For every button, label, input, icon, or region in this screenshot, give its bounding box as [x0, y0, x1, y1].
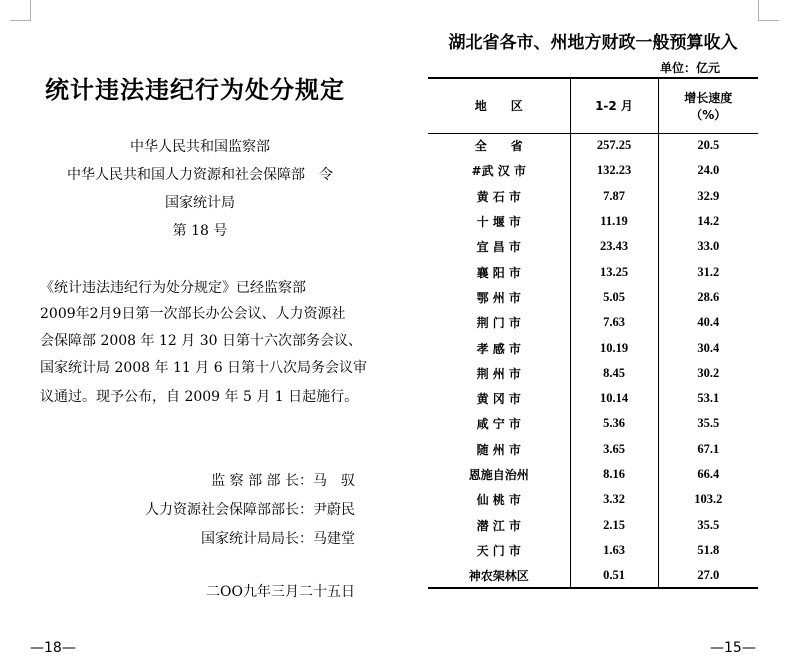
table-row	[428, 411, 758, 436]
issuer-ministry-hrss: 中华人民共和国人力资源和社会保障部 令	[67, 167, 333, 183]
header-period: 1-2 月	[570, 78, 658, 133]
region-cell: 十 堰 市	[476, 215, 521, 230]
table-row	[428, 234, 758, 259]
revenue-table	[428, 77, 758, 589]
corner-mark-top-left-h	[10, 20, 31, 21]
value-cell: 10.14	[570, 386, 658, 411]
body-text-line: 议通过。现予公布，自 2009 年 5 月 1 日起施行。	[40, 389, 359, 405]
region-cell: 孝 感 市	[476, 341, 521, 356]
region-cell: 恩施自治州	[468, 468, 529, 482]
growth-cell: 31.2	[658, 259, 758, 284]
value-cell: 13.25	[570, 259, 658, 284]
signature-hrss-minister: 人力资源社会保障部部长：尹蔚民	[145, 502, 355, 518]
value-cell: 1.63	[570, 538, 658, 563]
region-cell: 天 门 市	[476, 543, 521, 558]
table-row	[428, 133, 758, 158]
table-row	[428, 310, 758, 335]
value-cell: 7.87	[570, 184, 658, 209]
page-number-left: —18—	[30, 640, 76, 656]
body-text-line: 2009年2月9日第一次部长办公会议、人力资源社	[40, 306, 346, 322]
table-row	[428, 259, 758, 284]
signature-stats-director: 国家统计局局长：马建堂	[201, 531, 355, 547]
value-cell: 10.19	[570, 335, 658, 360]
value-cell: 3.32	[570, 487, 658, 512]
growth-cell: 35.5	[658, 512, 758, 537]
growth-cell: 67.1	[658, 437, 758, 462]
issuer-ministry-supervision: 中华人民共和国监察部	[130, 139, 270, 155]
issue-date: 二OO九年三月二十五日	[206, 584, 355, 600]
region-cell: 黄 石 市	[476, 189, 521, 204]
region-cell: 随 州 市	[476, 442, 521, 457]
table-row	[428, 538, 758, 563]
page-title: 统计违法违纪行为处分规定	[45, 76, 345, 104]
growth-cell: 40.4	[658, 310, 758, 335]
growth-cell: 28.6	[658, 285, 758, 310]
table-row	[428, 361, 758, 386]
table-row	[428, 184, 758, 209]
region-cell: 荆 州 市	[476, 366, 521, 381]
region-cell: 宜 昌 市	[476, 240, 521, 255]
body-text-line: 国家统计局 2008 年 11 月 6 日第十八次局务会议审	[40, 360, 368, 376]
value-cell: 8.45	[570, 361, 658, 386]
growth-cell: 51.8	[658, 538, 758, 563]
value-cell: 5.36	[570, 411, 658, 436]
region-cell: 襄 阳 市	[476, 265, 521, 280]
region-cell: 仙 桃 市	[476, 493, 521, 508]
table-row	[428, 335, 758, 360]
table-row	[428, 512, 758, 537]
growth-cell: 14.2	[658, 209, 758, 234]
region-cell: 荆 门 市	[476, 316, 521, 331]
region-cell: 潜 江 市	[476, 518, 521, 533]
region-cell: 鄂 州 市	[476, 290, 521, 305]
growth-cell: 30.4	[658, 335, 758, 360]
table-row	[428, 386, 758, 411]
table-row	[428, 487, 758, 512]
table-row	[428, 209, 758, 234]
value-cell: 8.16	[570, 462, 658, 487]
table-title: 湖北省各市、州地方财政一般预算收入	[448, 33, 738, 53]
region-cell: 神农架林区	[468, 568, 529, 583]
header-region: 地 区	[474, 99, 523, 114]
region-cell: 全 省	[474, 139, 523, 154]
value-cell: 0.51	[570, 563, 658, 588]
signature-supervision-minister: 监 察 部 部 长：马 驭	[211, 473, 355, 489]
value-cell: 132.23	[570, 158, 658, 183]
table-row	[428, 563, 758, 588]
table-header-row	[428, 78, 758, 133]
value-cell: 3.65	[570, 437, 658, 462]
value-cell: 2.15	[570, 512, 658, 537]
table-row	[428, 437, 758, 462]
growth-cell: 66.4	[658, 462, 758, 487]
body-text-line: 会保障部 2008 年 12 月 30 日第十六次部务会议、	[40, 333, 362, 349]
growth-cell: 35.5	[658, 411, 758, 436]
header-growth: 增长速度 （%）	[658, 78, 758, 133]
value-cell: 11.19	[570, 209, 658, 234]
growth-cell: 53.1	[658, 386, 758, 411]
corner-mark-top-right-h	[758, 20, 779, 21]
unit-label: 单位：亿元	[660, 61, 721, 75]
page-number-right: —15—	[710, 640, 756, 656]
table-row	[428, 285, 758, 310]
growth-cell: 103.2	[658, 487, 758, 512]
body-text-line: 《统计违法违纪行为处分规定》已经监察部	[40, 280, 306, 296]
value-cell: 257.25	[570, 133, 658, 158]
corner-mark-top-right-v	[758, 0, 759, 20]
growth-cell: 27.0	[658, 563, 758, 588]
corner-mark-top-left-v	[30, 0, 31, 20]
region-cell: 黄 冈 市	[476, 392, 521, 407]
order-number: 第 18 号	[172, 223, 228, 239]
growth-cell: 30.2	[658, 361, 758, 386]
growth-cell: 20.5	[658, 133, 758, 158]
table-row	[428, 462, 758, 487]
region-cell: 咸 宁 市	[476, 417, 521, 432]
region-cell: #武 汉 市	[471, 164, 526, 179]
value-cell: 5.05	[570, 285, 658, 310]
issuer-stats-bureau: 国家统计局	[165, 195, 235, 211]
value-cell: 23.43	[570, 234, 658, 259]
growth-cell: 24.0	[658, 158, 758, 183]
value-cell: 7.63	[570, 310, 658, 335]
table-row	[428, 158, 758, 183]
growth-cell: 32.9	[658, 184, 758, 209]
growth-cell: 33.0	[658, 234, 758, 259]
